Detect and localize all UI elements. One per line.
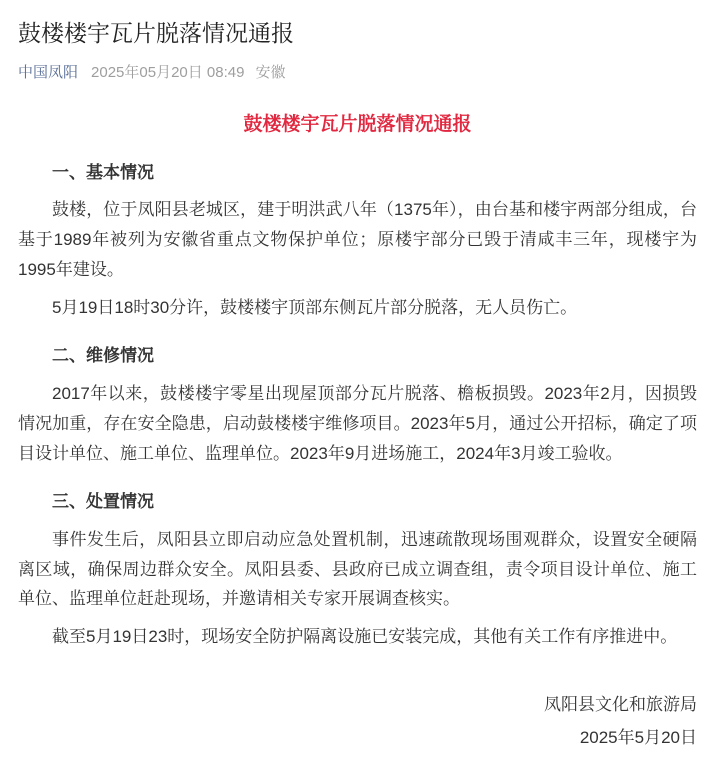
signature-block xyxy=(18,690,697,753)
paragraph: 2017年以来，鼓楼楼宇零星出现屋顶部分瓦片脱落、檐板损毁。2023年2月，因损毁情况加重，存在安全隐患，启动鼓楼楼宇维修项目。2023年5月，通过公开招标，确定了项目设计单位、施工单位、监理单位。2023年9月进场施工，2024年3月竣工验收。 xyxy=(18,383,697,463)
paragraph: 截至5月19日23时，现场安全防护隔离设施已安装完成，其他有关工作有序推进中。 xyxy=(52,627,678,647)
article-meta xyxy=(18,62,697,83)
notice-centered-title: 鼓楼楼宇瓦片脱落情况通报 xyxy=(243,114,472,136)
section-heading-repair-situation: 二、维修情况 xyxy=(52,346,154,366)
section-heading-basic-situation: 一、基本情况 xyxy=(52,162,154,182)
publish-region: 安徽 xyxy=(255,64,286,82)
article-content xyxy=(18,111,697,753)
page-title: 鼓楼楼宇瓦片脱落情况通报 xyxy=(18,20,294,46)
paragraph: 5月19日18时30分许，鼓楼楼宇顶部东侧瓦片部分脱落，无人员伤亡。 xyxy=(52,298,578,318)
section-heading-handling-situation: 三、处置情况 xyxy=(52,491,154,511)
paragraph: 鼓楼，位于凤阳县老城区，建于明洪武八年（1375年），由台基和楼宇两部分组成，台基于1989年被列为安徽省重点文物保护单位；原楼宇部分已毁于清咸丰三年，现楼宇为1995年建设。 xyxy=(18,200,697,280)
signature-organization: 凤阳县文化和旅游局 xyxy=(544,695,697,715)
account-name-link[interactable]: 中国凤阳 xyxy=(18,64,79,82)
signature-date: 2025年5月20日 xyxy=(579,728,697,748)
publish-datetime: 2025年05月20日 08:49 xyxy=(91,64,245,82)
paragraph: 事件发生后，凤阳县立即启动应急处置机制，迅速疏散现场围观群众，设置安全硬隔离区域，确保周边群众安全。凤阳县委、县政府已成立调查组，责令项目设计单位、施工单位、监理单位赶赴现场，并邀请相关专家开展调查核实。 xyxy=(18,529,697,609)
